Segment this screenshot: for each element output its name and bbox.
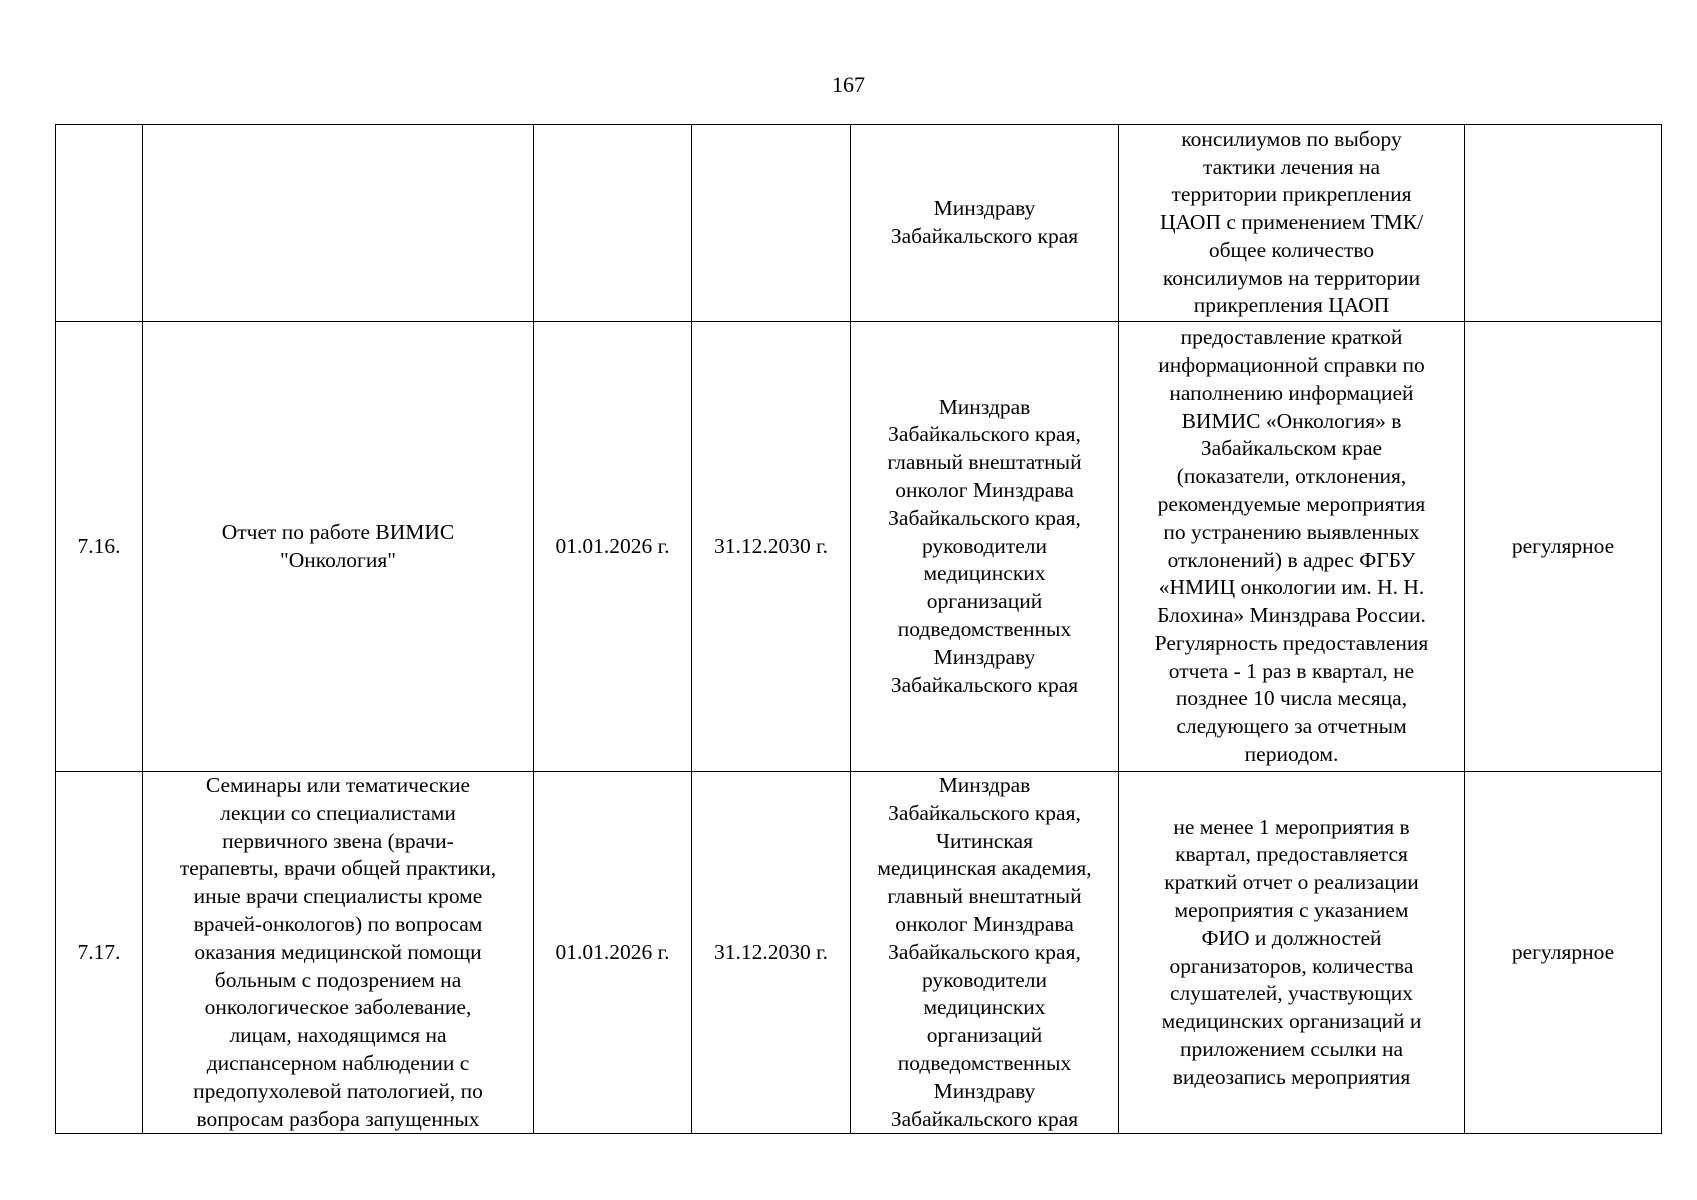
cell-text-line: консилиумов на территории	[1162, 265, 1421, 290]
end-date-cell: 31.12.2030 г.	[692, 772, 851, 1134]
cell-text-line: онколог Минздрава	[895, 478, 1074, 502]
cell-text-line: больным с подозрением на	[214, 967, 462, 992]
cell-text-line: медицинских организаций и	[1161, 1009, 1422, 1034]
cell-text-line: общее количество	[1208, 237, 1375, 262]
cell-text-line: предопухолевой патологией, по	[193, 1078, 483, 1103]
cell-text-line: главный внештатный	[887, 884, 1082, 909]
cell-text-line: Забайкальского края,	[888, 800, 1081, 825]
cell-text-line: медицинских	[923, 995, 1046, 1020]
cell-text-line: слушателей, участвующих	[1169, 981, 1414, 1006]
activity-name-cell	[143, 322, 534, 772]
cell-text-line: организаторов, количества	[1169, 953, 1414, 978]
cell-text-line: предоставление краткой	[1180, 325, 1403, 350]
type-cell: регулярное	[1465, 772, 1662, 1134]
cell-text-line: руководители	[921, 967, 1048, 992]
cell-text-line: ВИМИС «Онкология» в	[1181, 408, 1402, 433]
end-date-cell	[692, 125, 851, 322]
type-cell	[1465, 125, 1662, 322]
cell-text-line: врачей-онкологов) по вопросам	[193, 911, 483, 936]
type-cell: регулярное	[1465, 322, 1662, 772]
cell-text-line: Забайкальском крае	[1200, 436, 1383, 461]
cell-text-line: организаций	[926, 1023, 1043, 1048]
cell-text-line: Читинская	[936, 828, 1033, 853]
cell-text-line: мероприятия с указанием	[1174, 898, 1409, 923]
cell-text-line: первичного звена (врачи-	[222, 828, 454, 853]
cell-text-line: онкологическое заболевание,	[204, 995, 472, 1020]
cell-text-line: отклонений) в адрес ФГБУ	[1167, 547, 1416, 572]
cell-text-line: Минздраву	[933, 644, 1036, 669]
cell-text-line: Семинары или тематические	[205, 773, 471, 797]
table-row	[56, 322, 1662, 772]
cell-text-line: отчета - 1 раз в квартал, не	[1168, 658, 1415, 683]
responsible-cell	[851, 125, 1119, 322]
cell-text-line: подведомственных	[897, 1050, 1072, 1075]
cell-text-line: краткий отчет о реализации	[1164, 870, 1419, 895]
cell-text-line: медицинских	[923, 561, 1046, 586]
result-cell	[1119, 322, 1465, 772]
cell-text-line: (показатели, отклонения,	[1176, 464, 1407, 489]
cell-text-line: Забайкальского края	[890, 672, 1079, 697]
cell-text-line: квартал, предоставляется	[1175, 842, 1408, 867]
cell-text-line: лекции со специалистами	[220, 800, 456, 825]
cell-text-line: Блохина» Минздрава России.	[1157, 603, 1426, 628]
cell-text-line: рекомендуемые мероприятия	[1157, 491, 1426, 516]
cell-text-line: консилиумов по выбору	[1181, 126, 1402, 151]
cell-text-line: организаций	[926, 589, 1043, 614]
item-number-cell: 7.16.	[56, 322, 143, 772]
cell-text-line: Регулярность предоставления	[1154, 630, 1429, 655]
table-row	[56, 125, 1662, 322]
cell-text-line: руководители	[921, 533, 1048, 558]
cell-text-line: подведомственных	[897, 616, 1072, 641]
cell-text-line: Минздраву	[933, 196, 1036, 221]
cell-text-line: следующего за отчетным	[1176, 714, 1407, 739]
cell-text-line: наполнению информацией	[1169, 380, 1414, 405]
cell-text-line: ЦАОП с применением ТМК/	[1159, 210, 1424, 235]
start-date-cell	[534, 125, 692, 322]
cell-text-line: Минздрав	[938, 773, 1031, 797]
cell-text-line: информационной справки по	[1158, 352, 1425, 377]
cell-text-line: Минздраву	[933, 1078, 1036, 1103]
cell-text-line: оказания медицинской помощи	[194, 939, 482, 964]
cell-text-line: Минздрав	[938, 394, 1031, 419]
result-cell	[1119, 772, 1465, 1134]
cell-text-line: тактики лечения на	[1202, 154, 1380, 179]
start-date-cell: 01.01.2026 г.	[534, 772, 692, 1134]
cell-text-line: терапевты, врачи общей практики,	[179, 856, 497, 881]
responsible-cell	[851, 772, 1119, 1134]
cell-text-line: диспансерном наблюдении с	[206, 1050, 470, 1075]
cell-text-line: вопросам разбора запущенных	[196, 1106, 480, 1131]
activity-name-cell	[143, 125, 534, 322]
cell-text-line: прикрепления ЦАОП	[1193, 293, 1390, 318]
cell-text-line: Забайкальского края	[890, 1106, 1079, 1131]
cell-text-line: по устранению выявленных	[1163, 519, 1420, 544]
cell-text-line: иные врачи специалисты кроме	[193, 884, 483, 909]
item-number-cell: 7.17.	[56, 772, 143, 1134]
cell-text-line: Забайкальского края,	[888, 505, 1081, 530]
cell-text-line: не менее 1 мероприятия в	[1173, 814, 1410, 839]
cell-text-line: Забайкальского края	[890, 224, 1079, 248]
cell-text-line: «НМИЦ онкологии им. Н. Н.	[1158, 575, 1425, 600]
cell-text-line: ФИО и должностей	[1201, 925, 1382, 950]
cell-text-line: "Онкология"	[279, 547, 397, 572]
cell-text-line: Отчет по работе ВИМИС	[221, 519, 455, 544]
cell-text-line: видеозапись мероприятия	[1172, 1064, 1411, 1089]
activity-name-cell	[143, 772, 534, 1134]
result-cell	[1119, 125, 1465, 322]
cell-text-line: приложением ссылки на	[1180, 1037, 1403, 1062]
cell-text-line: медицинская академия,	[877, 856, 1092, 881]
start-date-cell: 01.01.2026 г.	[534, 322, 692, 772]
cell-text-line: главный внештатный	[887, 450, 1082, 475]
cell-text-line: Забайкальского края,	[888, 939, 1081, 964]
cell-text-line: онколог Минздрава	[895, 911, 1074, 936]
cell-text-line: периодом.	[1244, 742, 1339, 767]
cell-text-line: лицам, находящимся на	[229, 1023, 447, 1048]
item-number-cell	[56, 125, 143, 322]
end-date-cell: 31.12.2030 г.	[692, 322, 851, 772]
cell-text-line: территории прикрепления	[1171, 182, 1412, 207]
cell-text-line: Забайкальского края,	[888, 422, 1081, 447]
table-row	[56, 772, 1662, 1134]
activities-table	[55, 124, 1662, 1134]
cell-text-line: позднее 10 числа месяца,	[1175, 686, 1408, 711]
responsible-cell	[851, 322, 1119, 772]
page-number: 167	[832, 72, 865, 97]
